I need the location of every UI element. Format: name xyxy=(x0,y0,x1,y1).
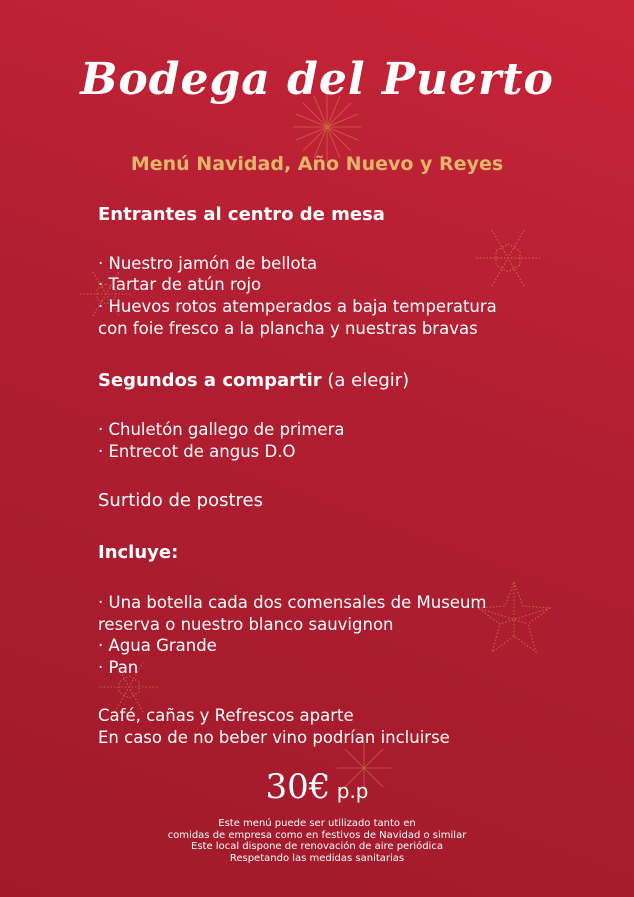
segundos-heading: Segundos a compartir xyxy=(98,370,322,391)
postres: Surtido de postres xyxy=(98,490,264,511)
menu-item: · Huevos rotos atemperados a baja temperatura xyxy=(98,297,497,316)
price xyxy=(0,766,634,812)
footer-line: Este menú puede ser utilizado tanto en xyxy=(218,818,416,829)
footer-line: Respetando las medidas sanitarias xyxy=(229,852,405,864)
extras-line: En caso de no beber vino podrían incluirse xyxy=(98,728,450,747)
snowflake-icon xyxy=(472,222,544,294)
section-heading-incluye: Incluye: xyxy=(98,542,179,563)
menu-item: · Una botella cada dos comensales de Museum xyxy=(98,593,487,612)
menu-item: · Chuletón gallego de primera xyxy=(98,420,345,439)
restaurant-title: Bodega del Puerto xyxy=(80,54,554,105)
menu-item: · Pan xyxy=(98,658,139,677)
section-heading-entrantes: Entrantes al centro de mesa xyxy=(98,204,385,225)
menu-item: reserva o nuestro blanco sauvignon xyxy=(98,615,394,634)
price-unit: p.p xyxy=(330,779,369,803)
menu-item: · Tartar de atún rojo xyxy=(98,275,262,294)
footer-line: Este local dispone de renovación de aire periódica xyxy=(191,841,443,852)
menu-item: con foie fresco a la plancha y nuestras bravas xyxy=(98,319,478,338)
menu-item: · Agua Grande xyxy=(98,636,217,655)
footer-notes xyxy=(0,818,634,864)
menu-item: · Entrecot de angus D.O xyxy=(98,442,296,461)
extras-line: Café, cañas y Refrescos aparte xyxy=(98,706,354,725)
menu-item: · Nuestro jamón de bellota xyxy=(98,254,318,273)
footer-line: comidas de empresa como en festivos de Navidad o similar xyxy=(167,829,467,841)
price-amount: 30€ xyxy=(265,767,331,807)
segundos-note: (a elegir) xyxy=(321,370,410,391)
section-heading-segundos xyxy=(98,370,409,392)
menu-subtitle: Menú Navidad, Año Nuevo y Reyes xyxy=(130,153,504,175)
